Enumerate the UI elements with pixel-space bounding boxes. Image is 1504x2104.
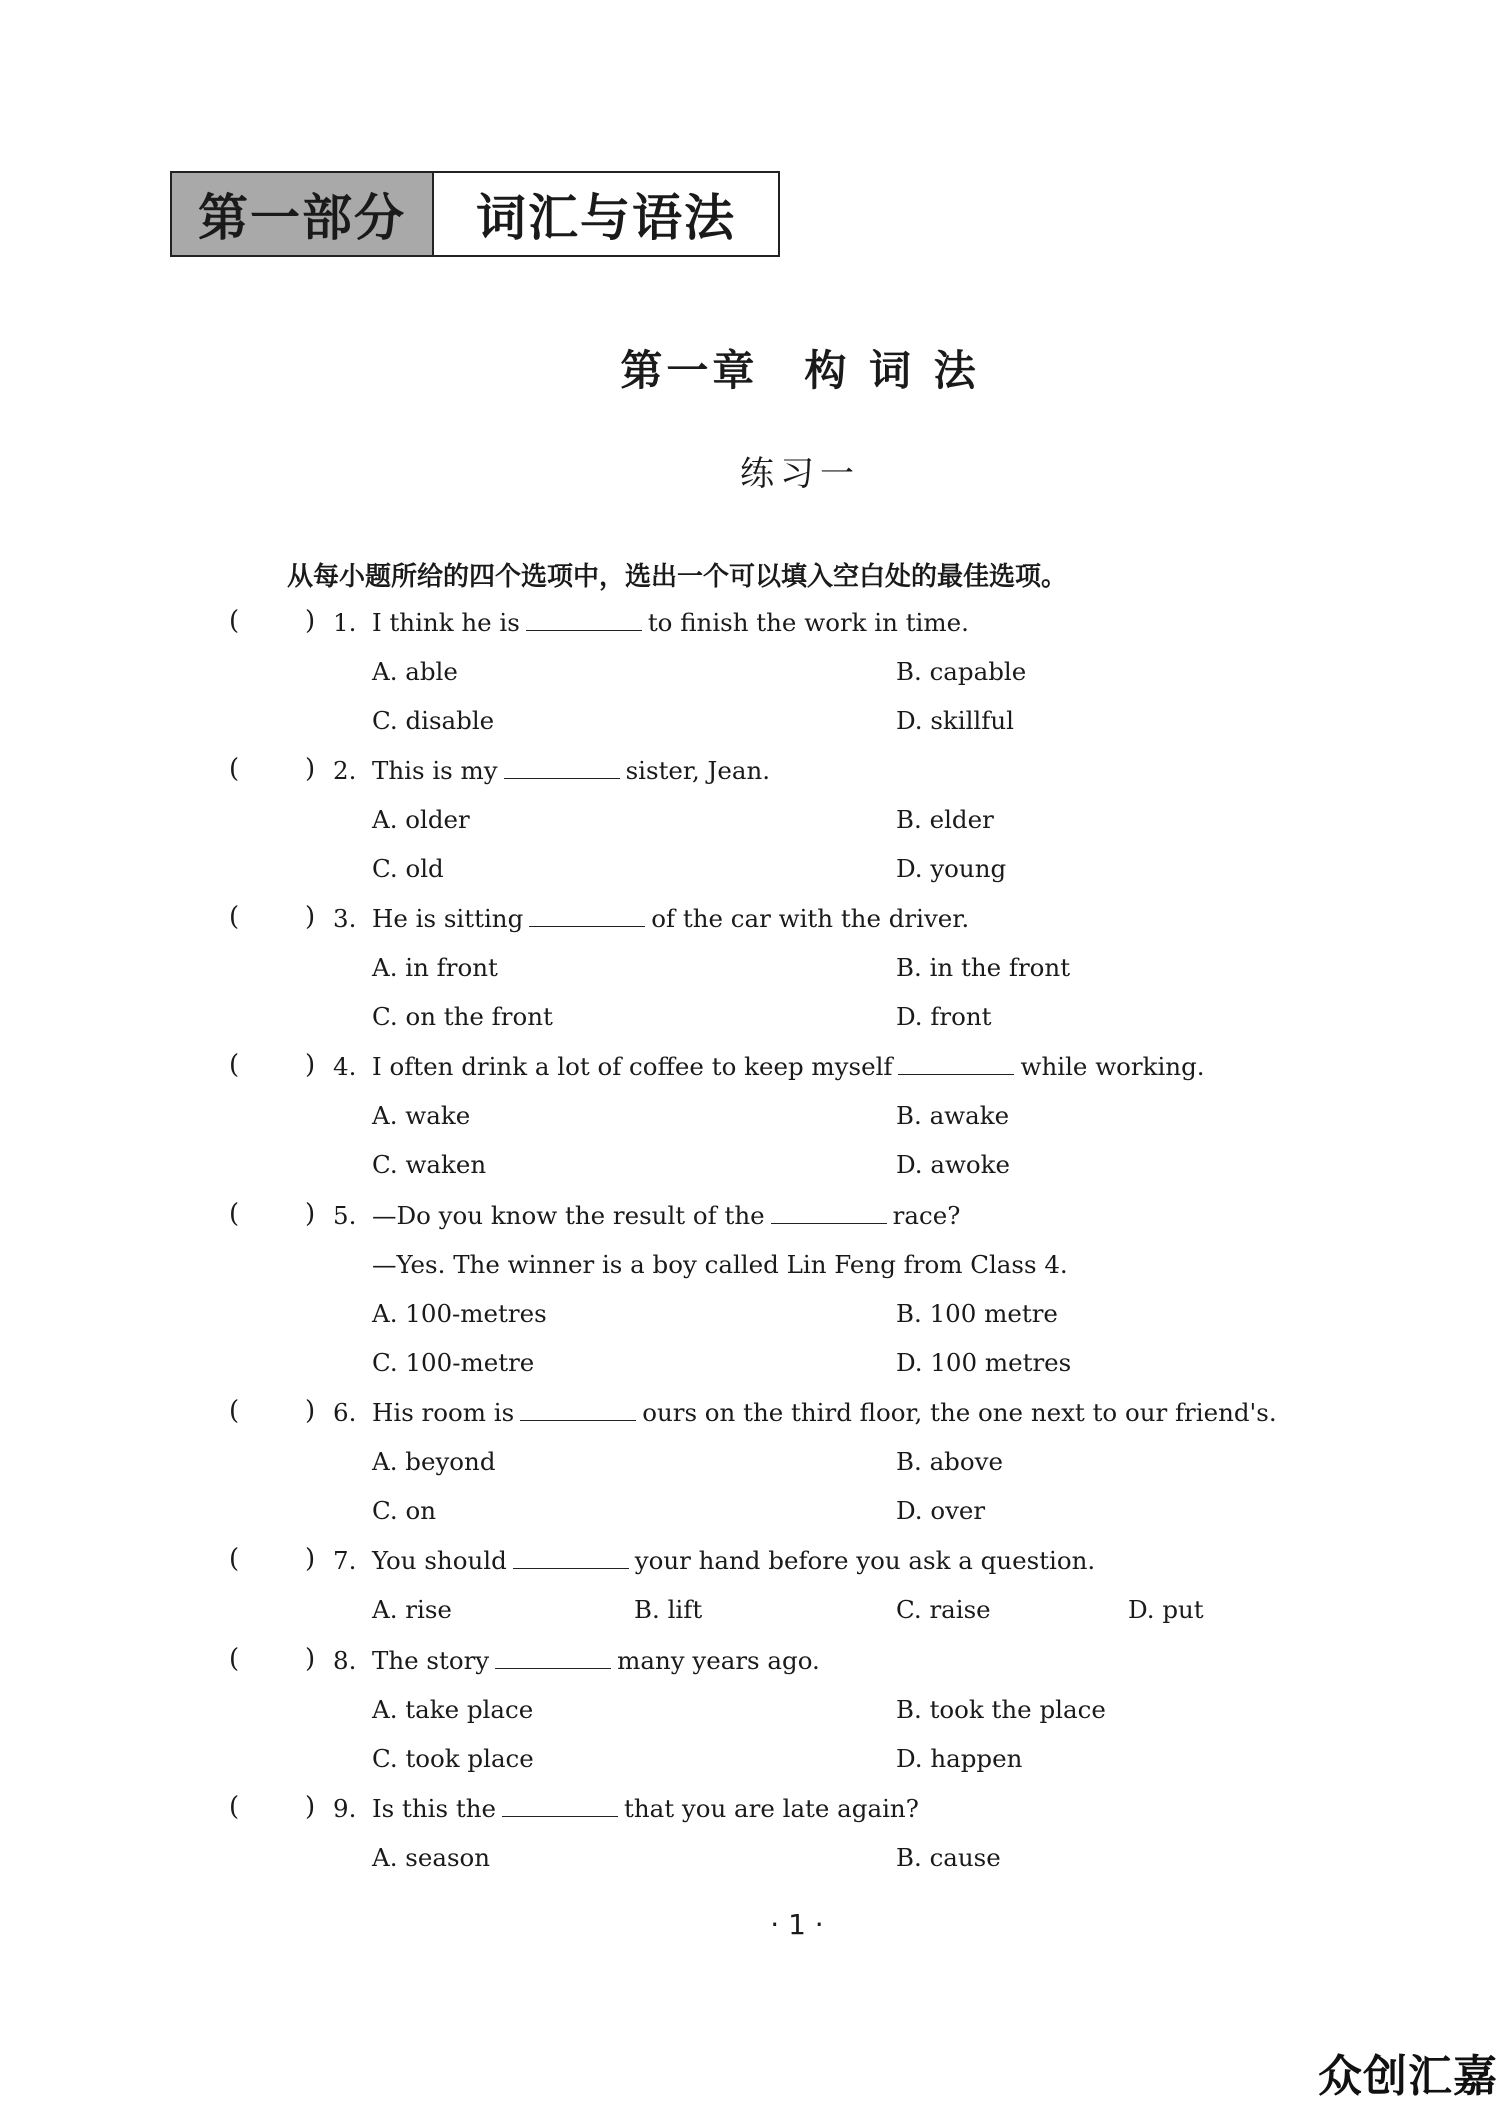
- page-number: · 1 ·: [770, 1908, 824, 1941]
- question-number: 7.: [333, 1546, 357, 1575]
- option-b: B. 100 metre: [896, 1299, 1058, 1328]
- option-d: D. over: [896, 1496, 986, 1525]
- question-number: 5.: [333, 1201, 357, 1230]
- option-a: A. older: [372, 805, 470, 834]
- option-b: B. awake: [896, 1101, 1010, 1130]
- option-d: D. awoke: [896, 1150, 1011, 1179]
- question-number: 3.: [333, 904, 357, 933]
- part-title: 词汇与语法: [434, 173, 778, 255]
- part-banner: [170, 171, 780, 257]
- answer-blank: [513, 1546, 629, 1569]
- option-d: D. young: [896, 854, 1007, 883]
- option-c: C. disable: [372, 706, 495, 735]
- answer-paren-open: (: [229, 606, 240, 636]
- option-c: C. old: [372, 854, 444, 883]
- instructions: 从每小题所给的四个选项中，选出一个可以填入空白处的最佳选项。: [287, 562, 1068, 592]
- option-c: C. took place: [372, 1744, 534, 1773]
- answer-paren-close: ): [305, 1544, 316, 1574]
- question-stem: His room is ours on the third floor, the one next to our friend's.: [372, 1398, 1277, 1427]
- option-d: D. front: [896, 1002, 992, 1031]
- question-number: 9.: [333, 1794, 357, 1823]
- option-a: A. 100-metres: [372, 1299, 547, 1328]
- question-stem: He is sitting of the car with the driver.: [372, 904, 970, 933]
- question-number: 4.: [333, 1052, 357, 1081]
- answer-paren-open: (: [229, 1199, 240, 1229]
- answer-blank: [520, 1398, 636, 1421]
- answer-paren-close: ): [305, 902, 316, 932]
- option-a: A. season: [372, 1843, 491, 1872]
- option-b: B. capable: [896, 657, 1027, 686]
- option-d: D. happen: [896, 1744, 1023, 1773]
- part-label: 第一部分: [172, 173, 434, 255]
- answer-paren-close: ): [305, 606, 316, 636]
- question-stem: You should your hand before you ask a question.: [372, 1546, 1096, 1575]
- answer-paren-open: (: [229, 1644, 240, 1674]
- option-a: A. take place: [372, 1695, 534, 1724]
- answer-blank: [529, 904, 645, 927]
- question-stem: Is this the that you are late again?: [372, 1794, 919, 1823]
- question-stem: —Do you know the result of the race?: [372, 1201, 961, 1230]
- answer-paren-close: ): [305, 1050, 316, 1080]
- answer-paren-open: (: [229, 754, 240, 784]
- option-c: C. on the front: [372, 1002, 553, 1031]
- option-c: C. waken: [372, 1150, 487, 1179]
- question-number: 1.: [333, 608, 357, 637]
- option-a: A. rise: [372, 1595, 452, 1624]
- option-c: C. raise: [896, 1595, 991, 1624]
- option-b: B. took the place: [896, 1695, 1106, 1724]
- answer-blank: [526, 608, 642, 631]
- option-b: B. elder: [896, 805, 994, 834]
- answer-paren-close: ): [305, 754, 316, 784]
- answer-paren-close: ): [305, 1396, 316, 1426]
- chapter-title: 第一章 构 词 法: [620, 346, 980, 395]
- answer-paren-close: ): [305, 1199, 316, 1229]
- answer-blank: [502, 1794, 618, 1817]
- exercise-title: 练习一: [740, 454, 860, 494]
- answer-paren-open: (: [229, 902, 240, 932]
- option-a: A. beyond: [372, 1447, 496, 1476]
- option-c: C. 100-metre: [372, 1348, 535, 1377]
- question-stem: I think he is to finish the work in time.: [372, 608, 969, 637]
- answer-paren-open: (: [229, 1792, 240, 1822]
- option-a: A. able: [372, 657, 458, 686]
- option-a: A. wake: [372, 1101, 471, 1130]
- option-d: D. 100 metres: [896, 1348, 1072, 1377]
- answer-blank: [504, 756, 620, 779]
- option-b: B. lift: [634, 1595, 703, 1624]
- question-stem: This is my sister, Jean.: [372, 756, 771, 785]
- answer-blank: [495, 1646, 611, 1669]
- question-number: 2.: [333, 756, 357, 785]
- option-b: B. above: [896, 1447, 1003, 1476]
- answer-paren-open: (: [229, 1396, 240, 1426]
- answer-paren-open: (: [229, 1050, 240, 1080]
- question-number: 6.: [333, 1398, 357, 1427]
- option-b: B. cause: [896, 1843, 1001, 1872]
- option-d: D. put: [1128, 1595, 1204, 1624]
- watermark: 众创汇嘉: [1318, 2051, 1498, 2102]
- answer-blank: [771, 1201, 887, 1224]
- question-number: 8.: [333, 1646, 357, 1675]
- option-b: B. in the front: [896, 953, 1071, 982]
- answer-paren-close: ): [305, 1644, 316, 1674]
- question-dialogue-reply: —Yes. The winner is a boy called Lin Feng from Class 4.: [372, 1250, 1068, 1279]
- answer-paren-open: (: [229, 1544, 240, 1574]
- question-stem: I often drink a lot of coffee to keep myself while working.: [372, 1052, 1205, 1081]
- answer-paren-close: ): [305, 1792, 316, 1822]
- option-a: A. in front: [372, 953, 498, 982]
- option-d: D. skillful: [896, 706, 1014, 735]
- answer-blank: [898, 1052, 1014, 1075]
- question-stem: The story many years ago.: [372, 1646, 820, 1675]
- option-c: C. on: [372, 1496, 436, 1525]
